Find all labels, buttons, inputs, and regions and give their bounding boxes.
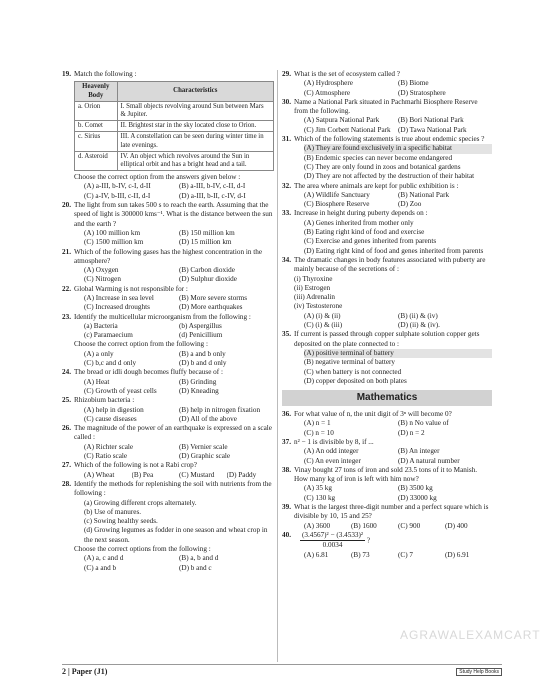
table-row — [75, 151, 274, 170]
table-cell: d. Asteroid — [75, 151, 118, 170]
question-text: Which of the following statements is true about endemic species ? — [294, 135, 485, 144]
question-34 — [282, 256, 492, 330]
question-text: Which of the following is not a Rabi crop? — [74, 461, 197, 470]
option[interactable]: (A) Satpura National Park — [304, 116, 380, 125]
option[interactable]: (B) negative terminal of battery — [304, 358, 396, 367]
question-40 — [282, 531, 492, 560]
question-37 — [282, 438, 492, 466]
question-number: 29. — [282, 70, 291, 78]
options — [74, 378, 274, 397]
question-number: 39. — [282, 503, 291, 512]
option[interactable]: (C) when battery is not connected — [304, 367, 402, 376]
option[interactable]: (D) All of the above — [179, 414, 237, 423]
question-text: Match the following : — [74, 70, 137, 78]
right-column — [282, 70, 492, 560]
option[interactable]: (D) Eating right kind of food and genes inherited from parents — [304, 246, 484, 255]
question-text: The dramatic changes in body features associated with puberty are mainly because of the secretions of : — [294, 255, 486, 274]
table-row — [75, 132, 274, 151]
option[interactable]: (C) Nitrogen — [84, 275, 121, 284]
question-number: 40. — [282, 530, 291, 539]
option[interactable]: (B) 150 million km — [179, 228, 235, 237]
list-item: (b) Use of manures. — [84, 507, 142, 516]
option[interactable]: (B) Pea — [131, 470, 154, 479]
question-28 — [62, 480, 274, 573]
option[interactable]: (C) Jim Corbett National Park — [304, 125, 391, 134]
option[interactable]: (B) Grinding — [179, 377, 217, 386]
question-text: What is the largest three-digit number and a perfect square which is divisible by 10, 15 and 25? — [294, 503, 489, 521]
option[interactable]: (A) help in digestion — [84, 405, 144, 414]
option[interactable]: (D) More earthquakes — [179, 303, 243, 312]
options — [294, 551, 492, 560]
options — [294, 522, 492, 531]
options — [74, 182, 274, 201]
question-38 — [282, 466, 492, 503]
option[interactable]: (D) 15 million km — [179, 238, 232, 247]
option[interactable]: (C) Mustard — [179, 470, 215, 479]
question-number: 36. — [282, 410, 291, 419]
option[interactable]: (C) Ratio scale — [84, 452, 128, 461]
question-number: 38. — [282, 465, 291, 474]
option[interactable]: (C) a-IV, b-III, c-II, d-I — [84, 191, 151, 200]
question-text: What is the set of ecosystem called ? — [294, 70, 400, 78]
option[interactable]: (C) 130 kg — [304, 493, 336, 502]
question-number: 23. — [62, 312, 71, 321]
question-number: 30. — [282, 97, 291, 106]
option[interactable]: (D) 400 — [445, 521, 468, 530]
option[interactable]: (B) 3500 kg — [398, 484, 433, 493]
option[interactable]: (B) 1600 — [351, 521, 377, 530]
table-cell: c. Sirius — [75, 132, 118, 151]
option[interactable]: (D) n = 2 — [398, 428, 425, 437]
question-number: 27. — [62, 461, 71, 470]
list-item: (c) Sowing healthy seeds. — [84, 517, 158, 526]
question-26 — [62, 424, 274, 461]
options — [74, 229, 274, 248]
options — [294, 484, 492, 503]
option[interactable]: (D) Kneading — [179, 386, 219, 395]
question-number: 24. — [62, 368, 71, 377]
option[interactable]: (A) They are found exclusively in a specific habitat — [304, 144, 492, 153]
instruction-text: Choose the correct option from the following : — [74, 340, 208, 349]
question-number: 33. — [282, 209, 291, 218]
publisher-logo: Study Help Books — [456, 668, 502, 676]
option[interactable]: (D) Graphic scale — [179, 452, 231, 461]
option[interactable]: (A) Richter scale — [84, 442, 134, 451]
question-35 — [282, 330, 492, 386]
question-text — [294, 531, 492, 551]
list-item: (iv) Testosterone — [294, 302, 343, 311]
option[interactable]: (A) Wildlife Sanctuary — [304, 190, 370, 199]
option[interactable]: (C) An even integer — [304, 456, 361, 465]
option[interactable]: (B) More severe storms — [179, 293, 248, 302]
question-text: Which of the following gases has the highest concentration in the atmosphere? — [74, 247, 263, 265]
column-divider — [277, 70, 278, 662]
option[interactable]: (D) copper deposited on both plates — [304, 376, 407, 385]
option[interactable]: (C) 1500 million km — [84, 238, 144, 247]
option[interactable]: (A) Heat — [84, 377, 110, 386]
options — [294, 219, 492, 256]
list-item: (ii) Estrogen — [294, 283, 331, 292]
options — [294, 79, 492, 98]
list-item: (iii) Adrenalin — [294, 293, 335, 302]
question-number: 20. — [62, 201, 71, 210]
option[interactable]: (B) a, b and d — [179, 554, 219, 563]
question-number: 26. — [62, 424, 71, 433]
question-text: Identify the methods for replenishing the soil with nutrients from the following : — [74, 479, 272, 498]
question-number: 35. — [282, 330, 291, 339]
option[interactable]: (D) They are not affected by the destruction of their habitat — [304, 172, 475, 181]
fraction-tail: ? — [366, 536, 371, 545]
question-number: 28. — [62, 479, 71, 488]
list-item: (c) Paramaecium — [84, 331, 133, 340]
option[interactable]: (C) Atmosphere — [304, 88, 351, 97]
instruction-text: Choose the correct option from the answers given below : — [74, 173, 241, 182]
question-32 — [282, 182, 492, 210]
list-item: (a) Growing different crops alternately. — [84, 498, 197, 507]
option[interactable]: (C) Growth of yeast cells — [84, 386, 157, 395]
option[interactable]: (C) Biosphere Reserve — [304, 200, 370, 209]
option[interactable]: (C) 7 — [398, 550, 413, 559]
question-number: 31. — [282, 135, 291, 144]
question-36 — [282, 410, 492, 438]
options — [74, 471, 274, 480]
question-23 — [62, 313, 274, 369]
option[interactable]: (A) a only — [84, 349, 114, 358]
question-text: Rhizobium bacteria : — [74, 396, 135, 405]
option[interactable]: (B) National Park — [398, 190, 450, 199]
option[interactable]: (B) Endemic species can never become endangered — [304, 153, 453, 162]
question-text: If current is passed through copper sulphate solution copper gets deposited on the plate connected to : — [294, 330, 480, 348]
question-20 — [62, 201, 274, 247]
options — [74, 294, 274, 313]
option[interactable]: (C) They are only found in zoos and botanical gardens — [304, 162, 461, 171]
table-cell: IV. An object which revolves around the Sun in elliptical orbit and has a bright head and a tail. — [117, 151, 273, 170]
option[interactable]: (D) (ii) & (iv). — [398, 321, 440, 330]
question-text: Vinay bought 27 tons of iron and sold 23.5 tons of it to Manish. How many kg of iron is left with him now? — [294, 465, 478, 484]
page-number: 2 | Paper (J1) — [62, 667, 108, 676]
option[interactable]: (B) a-III, b-IV, c-II, d-I — [179, 182, 246, 191]
option[interactable]: (A) 3600 — [304, 521, 331, 530]
option[interactable]: (A) Genes inherited from mother only — [304, 218, 414, 227]
question-29 — [282, 70, 492, 98]
instruction-text: Choose the correct options from the following : — [74, 545, 211, 553]
option[interactable]: (D) Sulphur dioxide — [179, 275, 237, 284]
question-number: 19. — [62, 70, 71, 78]
table-cell: III. A constellation can be seen during winter time in late evenings. — [117, 132, 273, 151]
question-text: The magnitude of the power of an earthquake is expressed on a scale called : — [74, 424, 272, 442]
question-text: Identify the multicellular microorganism from the following : — [74, 312, 251, 321]
section-heading: Mathematics — [282, 390, 492, 406]
question-text: Increase in height during puberty depends on : — [294, 209, 428, 218]
options — [74, 554, 274, 573]
question-39 — [282, 503, 492, 531]
option[interactable]: (B) n No value of — [398, 419, 449, 428]
option[interactable]: (D) 33000 kg — [398, 493, 437, 502]
option[interactable]: (D) 6.91 — [445, 550, 470, 559]
question-number: 34. — [282, 255, 291, 264]
options — [294, 419, 492, 438]
table-header: Heavenly Body — [75, 82, 118, 101]
option[interactable]: (B) Carbon dioxide — [179, 266, 235, 275]
items — [74, 322, 274, 341]
option[interactable]: (A) a-III, b-IV, c-I, d-II — [84, 182, 151, 191]
table-header: Characteristics — [117, 82, 273, 101]
option[interactable]: (B) Vernier scale — [179, 442, 228, 451]
option[interactable]: (C) n = 10 — [304, 428, 334, 437]
option[interactable]: (A) Oxygen — [84, 266, 119, 275]
options — [294, 191, 492, 210]
watermark: AGRAWALEXAMCART — [400, 628, 541, 642]
question-27 — [62, 461, 274, 480]
option[interactable]: (C) a and b — [84, 563, 117, 572]
question-number: 21. — [62, 247, 71, 256]
option[interactable]: (C) Increased droughts — [84, 303, 150, 312]
table-row — [75, 101, 274, 120]
option[interactable]: (B) (ii) & (iv) — [398, 311, 438, 320]
options — [294, 116, 492, 135]
option[interactable]: (A) 100 million km — [84, 228, 141, 237]
question-24 — [62, 368, 274, 396]
question-text: Name a National Park situated in Pachmarhi Biosphere Reserve from the following. — [294, 97, 478, 116]
question-number: 22. — [62, 284, 71, 293]
option[interactable]: (D) A natural number — [398, 456, 460, 465]
question-number: 25. — [62, 396, 71, 405]
left-column — [62, 70, 274, 573]
question-25 — [62, 396, 274, 424]
option[interactable]: (B) help in nitrogen fixation — [179, 405, 261, 414]
options — [74, 443, 274, 462]
page-footer — [62, 664, 502, 679]
list-item: (i) Thyroxine — [294, 274, 333, 283]
options — [74, 350, 274, 369]
question-text: n² − 1 is divisible by 8, if ... — [294, 437, 374, 446]
options — [294, 312, 492, 331]
option[interactable]: (A) a, c and d — [84, 554, 124, 563]
table-cell: I. Small objects revolving around Sun between Mars & Jupiter. — [117, 101, 273, 120]
option[interactable]: (B) Bori National Park — [398, 116, 464, 125]
numerator: (3.4567)² − (3.4533)² — [300, 531, 365, 541]
option[interactable]: (C) 900 — [398, 521, 421, 530]
fraction — [300, 531, 365, 551]
table-cell: a. Orion — [75, 101, 118, 120]
list-item: (b) Aspergillus — [179, 321, 222, 330]
question-33 — [282, 209, 492, 255]
list-item: (a) Bacteria — [84, 321, 118, 330]
table-cell: II. Brightest star in the sky located close to Orion. — [117, 121, 273, 132]
question-30 — [282, 98, 492, 135]
question-31 — [282, 135, 492, 181]
question-21 — [62, 248, 274, 285]
option[interactable]: (B) Eating right kind of food and exercise — [304, 228, 425, 237]
option[interactable]: (A) n = 1 — [304, 419, 331, 428]
question-number: 32. — [282, 181, 291, 190]
option[interactable]: (D) Stratosphere — [398, 88, 446, 97]
question-text: Global Warming is not responsible for : — [74, 284, 188, 293]
option[interactable]: (C) b,c and d only — [84, 359, 137, 368]
option[interactable]: (D) b and d only — [179, 359, 227, 368]
question-number: 37. — [282, 437, 291, 446]
option[interactable]: (D) b and c — [179, 563, 212, 572]
table-row — [75, 121, 274, 132]
option[interactable]: (A) Hydrosphere — [304, 79, 353, 88]
option[interactable]: (C) Exercise and genes inherited from parents — [304, 237, 437, 246]
option[interactable]: (A) (i) & (ii) — [304, 311, 341, 320]
question-text: The area where animals are kept for public exhibition is : — [294, 181, 459, 190]
option[interactable]: (A) Wheat — [84, 470, 115, 479]
question-22 — [62, 285, 274, 313]
option[interactable]: (B) Biome — [398, 79, 429, 88]
list-item: (d) Penicillium — [179, 331, 223, 340]
options — [294, 349, 492, 386]
option[interactable]: (C) (i) & (iii) — [304, 321, 343, 330]
options — [74, 406, 274, 425]
match-table — [74, 81, 274, 171]
option[interactable]: (D) a-III, b-II, c-IV, d-I — [179, 191, 246, 200]
question-text: The light from sun takes 500 s to reach the earth. Assuming that the speed of light is 300000 kms⁻¹. What is the distance between the sun and the earth ? — [74, 201, 273, 228]
option[interactable]: (A) positive terminal of battery — [304, 349, 492, 358]
table-cell: b. Comet — [75, 121, 118, 132]
option[interactable]: (C) cause diseases — [84, 414, 137, 423]
option[interactable]: (A) Increase in sea level — [84, 293, 154, 302]
list-item: (d) Growing legumes as fodder in one season and wheat crop in the next season. — [84, 526, 268, 544]
options — [294, 447, 492, 466]
question-text: For what value of n, the unit digit of 3ⁿ will become 0? — [294, 410, 452, 419]
options — [74, 266, 274, 285]
option[interactable]: (A) 35 kg — [304, 484, 332, 493]
option[interactable]: (B) 73 — [351, 550, 370, 559]
option[interactable]: (B) An integer — [398, 447, 440, 456]
denominator: 0.0034 — [322, 541, 343, 550]
option[interactable]: (D) Zoo — [398, 200, 422, 209]
options — [294, 144, 492, 181]
option[interactable]: (D) Tawa National Park — [398, 125, 467, 134]
option[interactable]: (D) Paddy — [226, 470, 257, 479]
option[interactable]: (B) a and b only — [179, 349, 226, 358]
question-19 — [62, 70, 274, 201]
option[interactable]: (A) 6.81 — [304, 550, 329, 559]
option[interactable]: (A) An odd integer — [304, 447, 359, 456]
question-text: The bread or idli dough becomes fluffy because of : — [74, 368, 223, 377]
